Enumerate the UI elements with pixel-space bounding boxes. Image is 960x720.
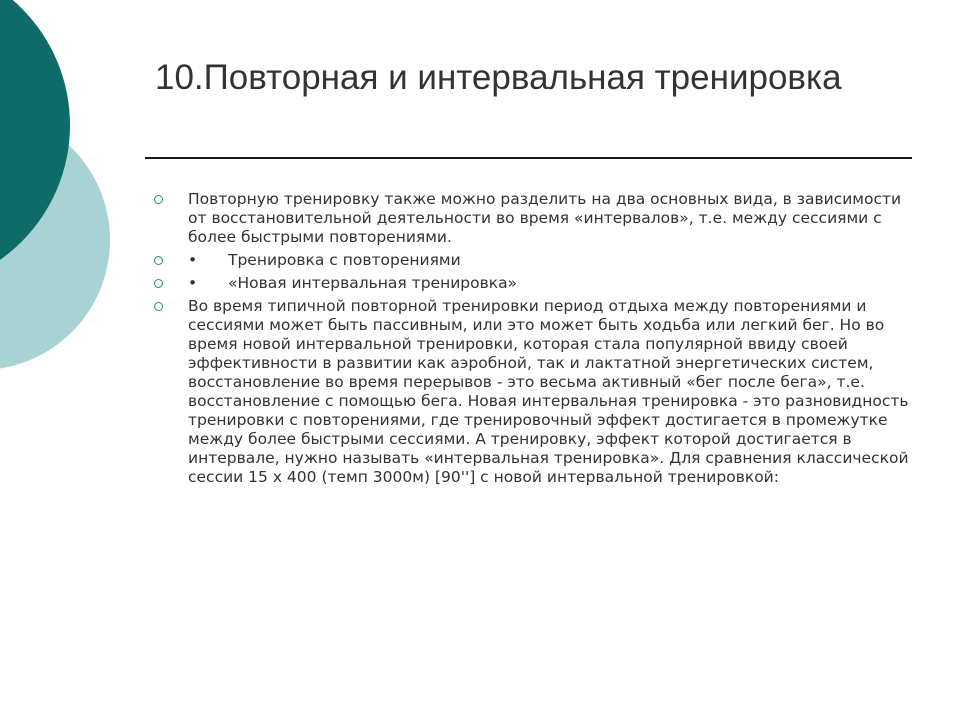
list-item-text: «Новая интервальная тренировка» [228,274,518,292]
title-divider [145,157,912,159]
circle-bullet-icon [154,302,163,311]
list-item [150,297,910,487]
circle-bullet-icon [154,279,163,288]
list-item [150,190,910,247]
circle-bullet-icon [154,195,163,204]
list-item-text: Тренировка с повторениями [228,251,461,269]
inline-bullet: • [188,251,198,269]
list-item [150,251,910,270]
slide-title: 10.Повторная и интервальная тренировка [155,58,842,97]
circle-bullet-icon [154,256,163,265]
list-item-text: Повторную тренировку также можно разделить на два основных вида, в зависимости от восстановительной деятельности во время «интервалов», т.е. между сессиями с более быстрыми повторениями. [188,190,902,246]
inline-bullet: • [188,274,198,292]
bullet-list [150,190,910,491]
list-item-text: Во время типичной повторной тренировки период отдыха между повторениями и сессиями может быть пассивным, или это может быть ходьба или легкий бег. Но во время новой интервальной тренировки, которая стала популярной ввиду своей эффективности в развитии как аэробной, так и лактатной энергетических систем, восстановление во время перерывов - это весьма активный «бег после бега», т.е. восстановление с помощью бега. Новая интервальная тренировка - это разновидность тренировки с повторениями, где тренировочный эффект достигается в промежутке между более быстрыми сессиями. А тренировку, эффект которой достигается в интервале, нужно называть «интервальная тренировка». Для сравнения классической сессии 15 х 400 (темп 3000м) [90''] с новой интервальной тренировкой: [188,297,909,486]
list-item [150,274,910,293]
